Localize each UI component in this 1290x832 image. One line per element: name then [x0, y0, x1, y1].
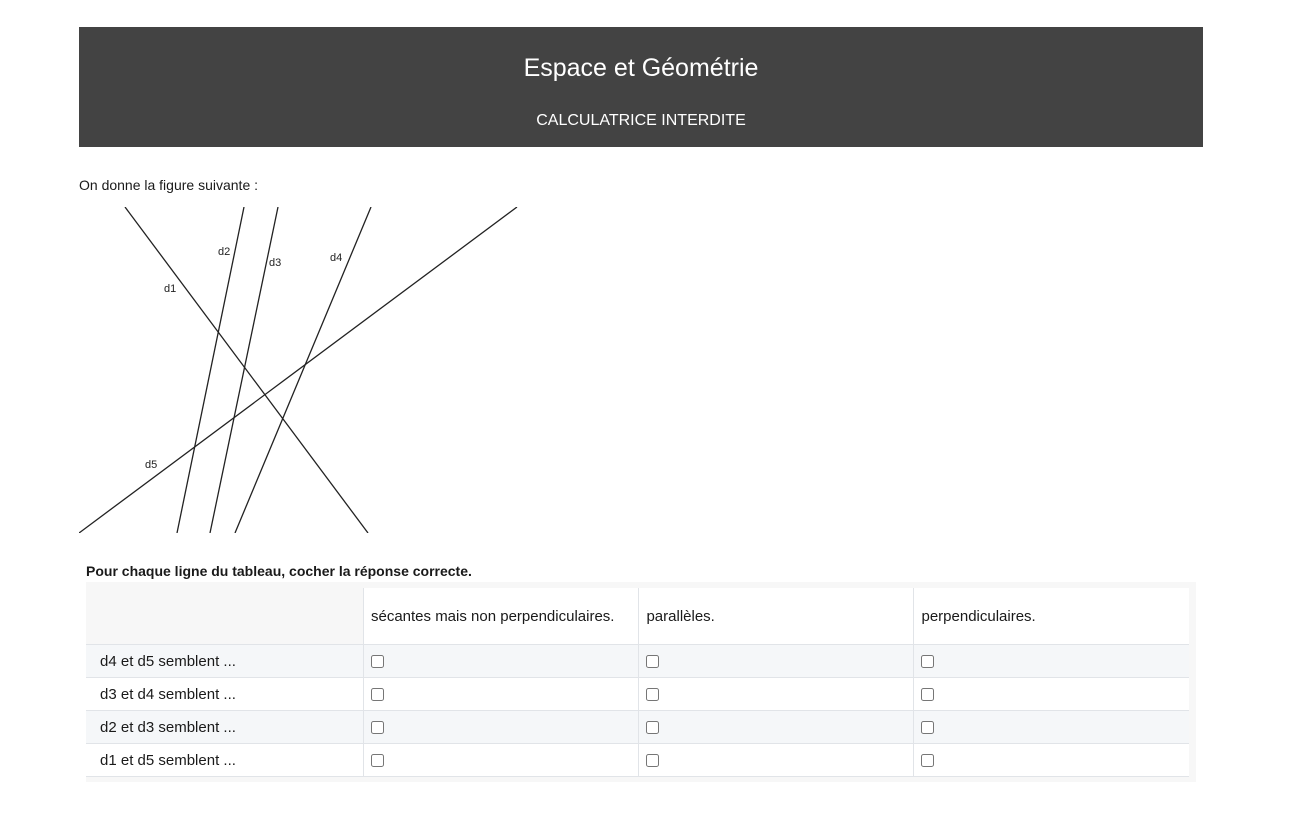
- checkbox-perpendiculaires[interactable]: [921, 688, 934, 701]
- answer-cell: [639, 645, 914, 678]
- geometry-figure: [79, 207, 519, 533]
- row-label: d4 et d5 semblent ...: [86, 645, 363, 678]
- line-d5: [79, 207, 517, 533]
- label-d4: d4: [330, 252, 343, 264]
- answer-cell: [363, 744, 638, 777]
- table-header-perpendiculaires: perpendiculaires.: [914, 588, 1189, 645]
- checkbox-paralleles[interactable]: [646, 688, 659, 701]
- table-row: [86, 678, 1189, 711]
- answer-cell: [639, 744, 914, 777]
- line-d2: [177, 207, 244, 533]
- checkbox-perpendiculaires[interactable]: [921, 754, 934, 767]
- answer-table: [86, 588, 1189, 777]
- checkbox-paralleles[interactable]: [646, 721, 659, 734]
- checkbox-secantes[interactable]: [371, 754, 384, 767]
- answer-cell: [914, 711, 1189, 744]
- answer-cell: [363, 645, 638, 678]
- checkbox-paralleles[interactable]: [646, 655, 659, 668]
- answer-cell: [914, 744, 1189, 777]
- checkbox-secantes[interactable]: [371, 655, 384, 668]
- table-header-row: [86, 588, 1189, 645]
- table-row: [86, 711, 1189, 744]
- checkbox-secantes[interactable]: [371, 721, 384, 734]
- label-d2: d2: [218, 246, 231, 258]
- answer-cell: [639, 711, 914, 744]
- answer-cell: [639, 678, 914, 711]
- answer-cell: [363, 711, 638, 744]
- table-row: [86, 744, 1189, 777]
- exercise-subtitle: CALCULATRICE INTERDITE: [536, 112, 746, 129]
- row-label: d3 et d4 semblent ...: [86, 678, 363, 711]
- intro-text: On donne la figure suivante :: [79, 177, 259, 193]
- table-header-corner: [86, 588, 363, 645]
- table-row: [86, 645, 1189, 678]
- answer-cell: [914, 645, 1189, 678]
- row-label: d1 et d5 semblent ...: [86, 744, 363, 777]
- instruction-text: Pour chaque ligne du tableau, cocher la réponse correcte.: [86, 563, 472, 579]
- answer-table-container: [86, 582, 1196, 782]
- table-header-secantes: sécantes mais non perpendiculaires.: [363, 588, 638, 645]
- checkbox-perpendiculaires[interactable]: [921, 655, 934, 668]
- table-header-paralleles: parallèles.: [639, 588, 914, 645]
- row-label: d2 et d3 semblent ...: [86, 711, 363, 744]
- exercise-header: [79, 27, 1203, 147]
- line-d4: [235, 207, 371, 533]
- checkbox-perpendiculaires[interactable]: [921, 721, 934, 734]
- checkbox-secantes[interactable]: [371, 688, 384, 701]
- label-d1: d1: [164, 283, 177, 295]
- answer-cell: [363, 678, 638, 711]
- exercise-title: Espace et Géométrie: [523, 54, 759, 82]
- label-d3: d3: [269, 257, 282, 269]
- answer-cell: [914, 678, 1189, 711]
- checkbox-paralleles[interactable]: [646, 754, 659, 767]
- label-d5: d5: [145, 459, 158, 471]
